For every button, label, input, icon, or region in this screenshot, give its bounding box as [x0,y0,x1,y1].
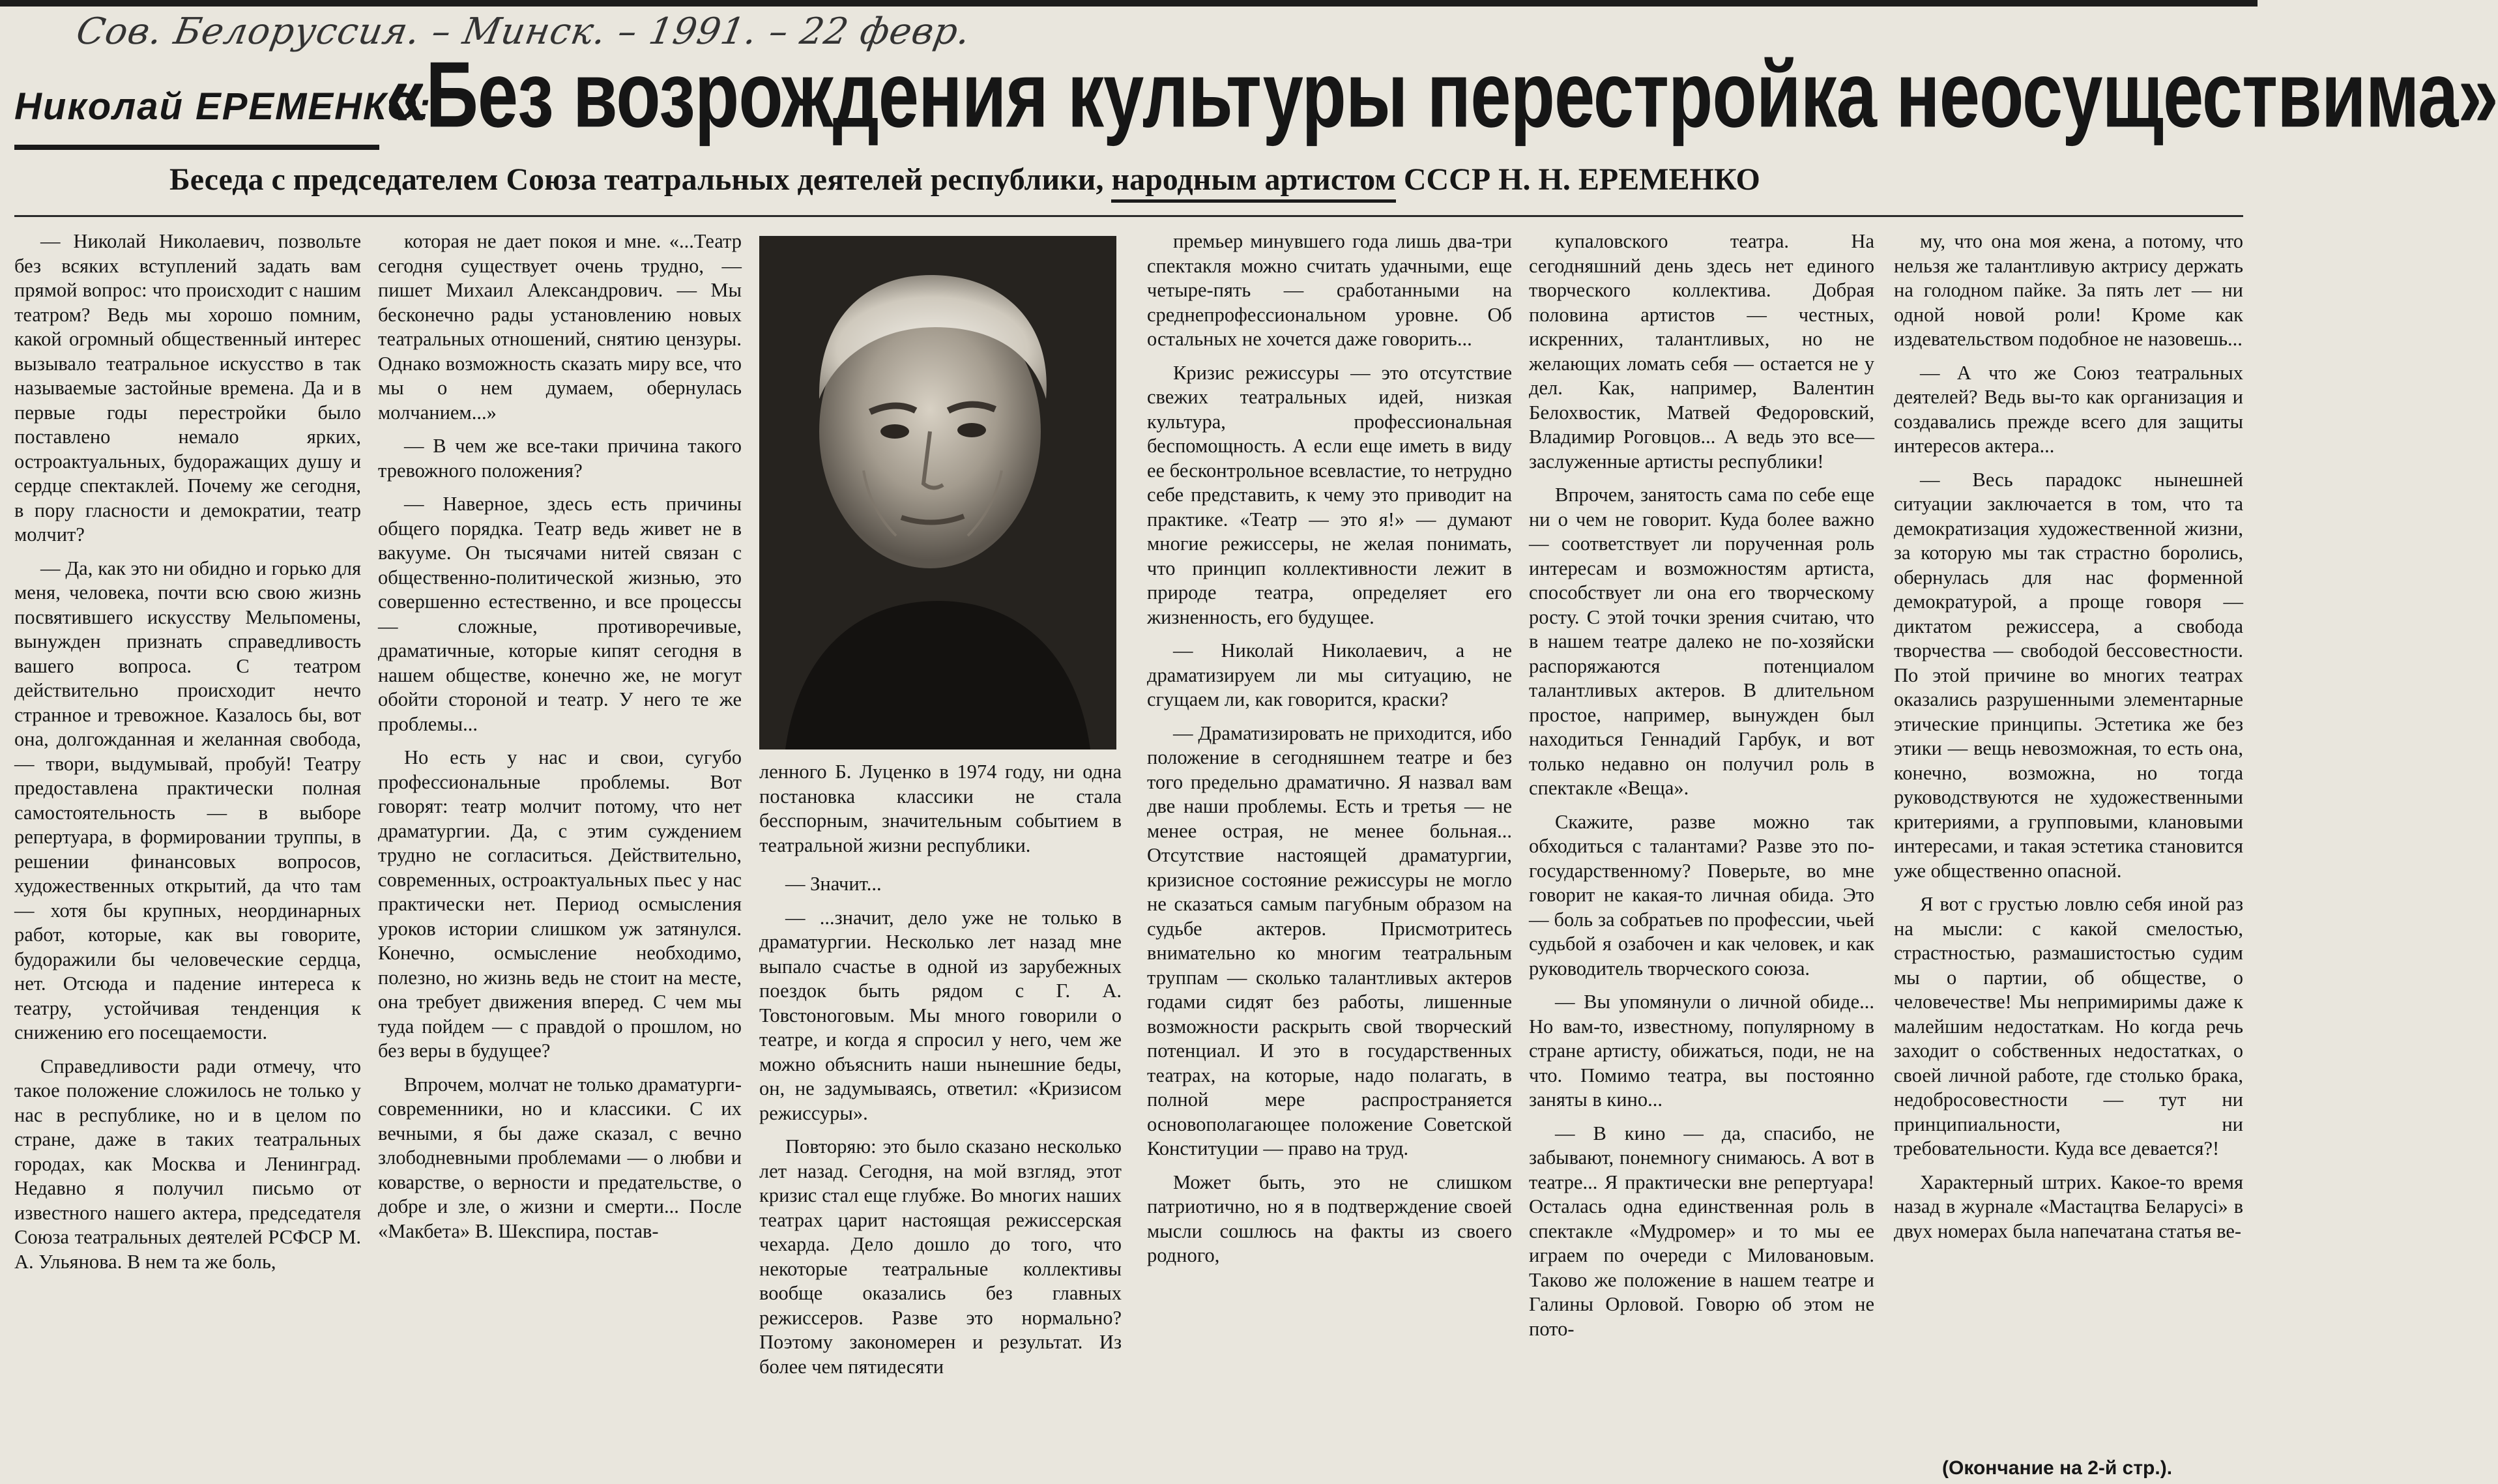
paragraph: Может быть, это не слишком патриотично, но я в подтверждение своей мысли сошлюсь на факты из своего родного, [1147,1171,1512,1266]
subhead-part3: СССР Н. Н. ЕРЕМЕНКО [1403,162,1760,197]
paragraph: — В чем же все-таки причина такого тревожного положения? [378,435,742,482]
column-5 [1529,229,1874,1451]
handwritten-note: Сов. Белоруссия. – Минск. – 1991. – 22 февр. [73,10,974,53]
column-6 [1894,229,2243,1448]
portrait-photo [759,236,1116,749]
column-1 [14,229,361,1451]
subheadline [169,162,1760,197]
header-rule [14,215,2243,217]
headline: «Без возрождения культуры перестройка неосуществима» [386,42,2498,147]
author-name: Николай ЕРЕМЕНКО: [14,85,432,128]
paragraph: — Николай Николаевич, позвольте без всяких вступлений задать вам прямой вопрос: что происходит с нашим театром? Ведь мы хорошо помним, какой огромный общественный интерес вызывало театральное искусство в так называемые застойные времена. Да и в первые годы перестройки было поставлено немало ярких, остроактуальных, будоражащих душу и сердце спектаклей. Почему же сегодня, в пору гласности и демократии, театр молчит? [14,230,361,546]
paragraph: премьер минувшего года лишь два-три спектакля можно считать удачными, еще четыре-пять — сработанными на среднепрофессиональном уровне. Об остальных не хочется даже говорить... [1147,230,1512,350]
paragraph: — Драматизировать не приходится, ибо положение в сегодняшнем театре и без того предельно драматично. Я назвал вам две наши проблемы. Есть и третья — не менее острая, не менее больная... Отсутствие настоящей драматургии, кризисное состояние режиссуры не могло не сказаться самым пагубным образом на судьбе актеров. Присмотритесь внимательно ко многим театральным труппам — сколько талантливых актеров годами сидят без работы, лишенные возможности раскрыть свой творческий потенциал. И это в государственных театрах, на которые, надо полагать, в полной мере распространяется основополагающее положение Советской Конституции — право на труд. [1147,721,1512,1159]
paragraph: купаловского театра. На сегодняшний день здесь нет единого творческого коллектива. Добрая половина артистов — честных, искренних, талантливых, но не желающих ломать себя — остается не у дел. Как, например, Валентин Белохвостик, Матвей Федоровский, Владимир Роговцов... А ведь это все—заслуженные артисты республики! [1529,230,1874,473]
paragraph: Справедливости ради отмечу, что такое положение сложилось не только у нас в республике, но и в целом по стране, даже в таких театральных городах, как Москва и Ленинград. Недавно я получил письмо от известного нашего актера, председателя Союза театральных деятелей РСФСР М. А. Ульянова. В нем та же боль, [14,1055,361,1273]
paragraph: — Весь парадокс нынешней ситуации заключается в том, что та демократизация художественной жизни, за которую мы так страстно боролись, обернулась для нас форменной демократурой, а проще говоря — диктатом режиссера, а свобода творчества — свободой бессовестности. По этой причине во многих театрах оказались разрушенными элементарные этические принципы. Эстетика же без этики — вещь невозможная, то есть она, конечно, возможна, но тогда руководствуются не художественными критериями, а групповыми, клановыми интересами, и такая эстетика становится уже общественно опасной. [1894,468,2243,882]
paragraph: которая не дает покоя и мне. «...Театр сегодня существует очень трудно, — пишет Михаил Александрович. — Мы бесконечно рады установлению новых театральных отношений, снятию цензуры. Однако возможность сказать миру все, что мы о нем думаем, обернулась молчанием...» [378,230,742,424]
paragraph: Скажите, разве можно так обходиться с талантами? Разве это по-государственному? Поверьте, во мне говорит не какая-то личная обида. Это — боль за собратьев по профессии, чьей судьбой я озабочен и как человек, и как руководитель творческого союза. [1529,810,1874,980]
paragraph: — А что же Союз театральных деятелей? Ведь вы-то как организация и создавались прежде всего для защиты интересов актера... [1894,361,2243,457]
paragraph: Впрочем, занятость сама по себе еще ни о чем не говорит. Куда более важно — соответствует ли порученная роль интересам и возможностям артиста, способствует ли она его творческому росту. С этой точки зрения считаю, что в нашем театре далеко не по-хозяйски распоряжаются потенциалом талантливых актеров. В длительном простое, например, вынужден был находиться Геннадий Гарбук, и вот только недавно он получил роль в спектакле «Веща». [1529,484,1874,799]
paragraph: — Значит... [785,873,882,895]
paragraph: Я вот с грустью ловлю себя иной раз на мысли: с какой смелостью, страстностью, размашистостью судим мы о партии, об обществе, о человечестве! Мы непримиримы даже к малейшим недостаткам. Но когда речь заходит о собственных недостатках, о своей личной работе, где столько брака, недобросовестности — тут ни принципиальности, ни требовательности. Куда все девается?! [1894,893,2243,1159]
column-4 [1147,229,1512,1451]
paragraph: ленного Б. Луценко в 1974 году, ни одна постановка классики не стала бесспорным, значительным событием в театральной жизни республики. [759,761,1122,856]
paragraph: Характерный штрих. Какое-то время назад в журнале «Мастацтва Беларусі» в двух номерах была напечатана статья ве- [1894,1171,2243,1242]
paragraph: — Вы упомянули о личной обиде... Но вам-то, известному, популярному в стране артисту, обижаться, поди, не на что. Помимо театра, вы постоянно заняты в кино... [1529,991,1874,1111]
subhead-part1: Беседа с председателем Союза театральных деятелей республики, [169,162,1104,197]
column-2 [378,229,742,1451]
continuation-note: (Окончание на 2-й стр.). [1942,1457,2173,1479]
paragraph: — Да, как это ни обидно и горько для меня, человека, почти всю свою жизнь посвятившего искусству Мельпомены, вынужден признать справедливость вашего вопроса. С театром действительно происходит нечто странное и тревожное. Казалось бы, вот она, долгожданная и желанная свобода, — твори, выдумывай, пробуй! Театру предоставлена практически полная самостоятельность — в выборе репертуара, в формировании труппы, в решении финансовых вопросов, художественных открытий, да что там — хотя бы крупных, неординарных работ, которые, как вы говорите, будоражили бы человеческие сердца, нет. Отсюда и падение интереса к театру, устойчивая тенденция к снижению его посещаемости. [14,557,361,1043]
paragraph: Кризис режиссуры — это отсутствие свежих театральных идей, низкая культура, профессиональная беспомощность. А если еще иметь в виду ее бесконтрольное всевластие, то нетрудно себе представить, к чему это приводит на практике. «Театр — это я!» — думают многие режиссеры, не желая понимать, что принцип коллективности лежит в природе театра, определяет его жизненность, его будущее. [1147,361,1512,628]
paragraph: — ...значит, дело уже не только в драматургии. Несколько лет назад мне выпало счастье в одной из зарубежных поездок быть рядом с Г. А. Товстоноговым. Мы много говорили о театре, и когда я спросил у него, чем же можно объяснить наши нынешние беды, он, не задумываясь, ответил: «Кризисом режиссуры». [759,906,1122,1124]
column-3 [759,760,1122,1451]
paragraph: — Николай Николаевич, а не драматизируем ли мы ситуацию, не сгущаем ли, как говорится, краски? [1147,639,1512,710]
subhead-part2: народным артистом [1111,162,1395,203]
paragraph: Но есть у нас и свои, сугубо профессиональные проблемы. Вот говорят: театр молчит потому, что нет драматургии. Да, с этим суждением трудно не согласиться. Действительно, современных, остроактуальных пьес у нас практически нет. Период осмысления уроков истории слишком уж затянулся. Конечно, осмысление необходимо, полезно, но жизнь ведь не стоит на месте, она требует движения вперед. С чем мы туда пойдем — с правдой о прошлом, но без веры в будущее? [378,746,742,1062]
paragraph: Впрочем, молчат не только драматурги-современники, но и классики. С их вечными, я бы даже сказал, с вечно злободневными проблемами — о любви и коварстве, о верности и предательстве, о добре и зле, о жизни и смерти... После «Макбета» В. Шекспира, постав- [378,1073,742,1242]
top-border [0,0,2258,7]
paragraph: — В кино — да, спасибо, не забывают, понемногу снимаюсь. А вот в театре... Я практически вне репертуара! Осталась одна единственная роль в спектакле «Мудромер» и то мы ее играем по очереди с Миловановым. Таково же положение в нашем театре и Галины Орловой. Говорю об этом не пото- [1529,1122,1874,1340]
portrait-illustration [759,236,1116,749]
author-block [14,66,432,150]
paragraph: — Наверное, здесь есть причины общего порядка. Театр ведь живет не в вакууме. Он тысячами нитей связан с общественно-политической жизнью, это совершенно естественно, и все процессы — сложные, противоречивые, драматичные, которые кипят сегодня в нашем обществе, конечно же, не могут обойти стороной и театр. У него те же проблемы... [378,493,742,735]
paragraph: Повторяю: это было сказано несколько лет назад. Сегодня, на мой взгляд, этот кризис стал еще глубже. Во многих наших театрах царит настоящая режиссерская чехарда. Дело дошло до того, что некоторые театральные коллективы вообще оказались без главных режиссеров. Разве это нормально? Поэтому закономерен и результат. Из более чем пятидесяти [759,1135,1122,1378]
paragraph: му, что она моя жена, а потому, что нельзя же талантливую актрису держать на голодном пайке. За пять лет — ни одной новой роли! Кроме как издевательством подобное не назовешь... [1894,230,2243,350]
